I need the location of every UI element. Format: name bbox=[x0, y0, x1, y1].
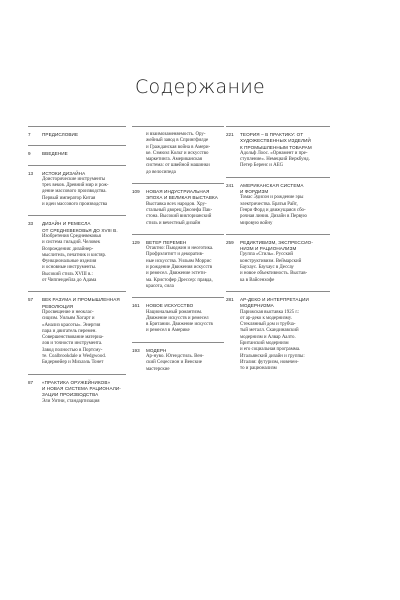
chapter-heading-line: ВЕТЕР ПЕРЕМЕН bbox=[146, 239, 187, 245]
page-number: 259 bbox=[226, 239, 234, 245]
chapter-summary-line: пара и двигатель перемен. bbox=[42, 328, 97, 334]
chapter-summary-line: мыслитель, печатник и кистяр. bbox=[42, 252, 107, 258]
toc-column-2 bbox=[132, 126, 224, 380]
page-number: 281 bbox=[226, 296, 234, 302]
chapter-summary-line: Итальянский дизайн и группы: bbox=[240, 353, 305, 359]
page-number: 87 bbox=[28, 379, 34, 385]
entry-divider bbox=[28, 145, 126, 146]
toc-entry[interactable] bbox=[28, 380, 126, 405]
chapter-summary-line: модернизм и Алвар Аалто. bbox=[240, 334, 296, 340]
toc-entry[interactable] bbox=[132, 132, 224, 176]
chapter-summary-line: Генри Форд и движущаяся сбо- bbox=[240, 207, 306, 213]
chapter-summary-line: Томас Эдисон и рождение эры bbox=[240, 195, 304, 201]
chapter-summary-line: электричества. Братья Райт, bbox=[240, 201, 298, 207]
chapter-summary-line: жейный завод в Спрингфилде bbox=[146, 138, 209, 144]
chapter-summary-line: тый металл. Скандинавский bbox=[240, 328, 299, 334]
chapter-summary-line: и новое объективность. Выстав- bbox=[240, 271, 308, 277]
toc-entry[interactable] bbox=[28, 297, 126, 366]
chapter-summary-line: лов и точности инструмента. bbox=[42, 341, 103, 347]
toc-entry[interactable] bbox=[28, 221, 126, 284]
toc-entry[interactable] bbox=[28, 132, 126, 138]
entry-divider bbox=[132, 234, 224, 235]
chapter-heading-line: НОВОЕ ИСКУССТВО bbox=[146, 303, 194, 309]
chapter-heading bbox=[240, 240, 330, 253]
chapter-summary bbox=[146, 246, 224, 290]
entry-divider bbox=[226, 291, 330, 292]
chapter-summary bbox=[240, 151, 330, 170]
chapter-summary-line: ский Сецессион и Венские bbox=[146, 360, 202, 366]
chapter-heading-line: ВЕК РАЗУМА И ПРОМЫШЛЕННАЯ bbox=[42, 297, 120, 303]
entry-divider bbox=[226, 234, 330, 235]
chapter-summary-line: рочная линия. Дизайн в Первую bbox=[240, 214, 307, 220]
chapter-heading bbox=[42, 297, 126, 310]
chapter-summary-line: Бидермейер и Михаэль Тонет bbox=[42, 360, 104, 366]
toc-entry[interactable] bbox=[132, 303, 224, 334]
chapter-summary-line: система: от швейной машинки bbox=[146, 163, 210, 169]
chapter-heading-line: ВВЕДЕНИЕ bbox=[42, 151, 68, 157]
entry-divider bbox=[132, 183, 224, 184]
toc-entry[interactable] bbox=[226, 132, 330, 170]
chapter-heading-line: ТЕОРИЯ – В ПРАКТИКУ: ОТ bbox=[240, 132, 304, 137]
chapter-heading-line: МОДЕРНИЗМА bbox=[240, 303, 274, 309]
chapter-summary bbox=[146, 310, 224, 335]
chapter-heading-line: АР-ДЕКО И ИНТЕРПРЕТАЦИИ bbox=[240, 296, 309, 302]
chapter-summary bbox=[146, 354, 224, 373]
chapter-summary-line: Совершенствование материа- bbox=[42, 335, 104, 341]
chapter-summary-line: Изобретения Средневековья bbox=[42, 233, 101, 239]
chapter-summary-line: и идеи массового производства bbox=[42, 202, 108, 208]
chapter-summary-line: стальный дворец Джозефа Пак- bbox=[146, 207, 213, 213]
chapter-summary-line: и система гильдий. Человек bbox=[42, 240, 101, 246]
chapter-heading-line: МОДЕРН bbox=[146, 347, 167, 353]
chapter-summary-line: Просвещение и неоклас- bbox=[42, 309, 94, 315]
chapter-heading-line: ПРЕДИСЛОВИЕ bbox=[42, 132, 79, 137]
toc-entry[interactable] bbox=[226, 240, 330, 284]
chapter-summary bbox=[42, 310, 126, 367]
chapter-summary-line: «Анализ красоты». Энергия bbox=[42, 322, 101, 328]
page-number: 33 bbox=[28, 221, 34, 227]
page-number: 7 bbox=[28, 132, 31, 137]
chapter-summary-line: Адольф Лоос. «Орнамент и пре- bbox=[240, 150, 308, 156]
chapter-summary-line: и его социальная программа. bbox=[240, 347, 301, 353]
chapter-summary-line: и взаимозаменяемость. Ору- bbox=[146, 132, 206, 137]
chapter-summary-line: и ремесел. Движение эстети- bbox=[146, 271, 207, 277]
chapter-summary-line: ступление». Немецкий Веркбунд. bbox=[240, 157, 310, 163]
page-number: 221 bbox=[226, 132, 234, 137]
toc-entry[interactable] bbox=[28, 151, 126, 157]
chapter-summary-line: и рождение Движения искусств bbox=[146, 265, 213, 271]
chapter-heading bbox=[42, 151, 126, 157]
toc-entry[interactable] bbox=[28, 171, 126, 209]
chapter-heading bbox=[42, 380, 126, 399]
chapter-summary-line: и основные инструменты. bbox=[42, 265, 97, 271]
chapter-summary-line: мировую войну bbox=[240, 220, 273, 226]
chapter-summary-line: дение массового производства. bbox=[42, 189, 107, 195]
chapter-summary-line: Петер Беренс и AEG bbox=[240, 163, 284, 169]
chapter-summary-line: стона. Высокий викторианский bbox=[146, 214, 212, 220]
chapter-summary-line: Ар-нуво. Югендстиль. Вен- bbox=[146, 354, 204, 360]
chapter-summary-line: Первый император Китая bbox=[42, 195, 96, 201]
page-number: 57 bbox=[28, 297, 34, 303]
chapter-summary-line: мастерские bbox=[146, 366, 170, 372]
chapter-summary-line: Стеклянный дом и трубча- bbox=[240, 322, 296, 328]
chapter-heading-line: «ПРАКТИКА ОРУЖЕЙНИКОВ» bbox=[42, 379, 111, 385]
chapter-summary-line: те. Coalbrookdale и Wedgwood. bbox=[42, 354, 106, 360]
entry-divider bbox=[28, 291, 126, 292]
chapter-summary bbox=[42, 399, 126, 405]
chapter-summary-line: то и рационализм bbox=[240, 366, 277, 372]
chapter-summary-line: и Гражданская война в Амери- bbox=[146, 144, 211, 150]
chapter-summary-line: Италия: футуризм, новечен- bbox=[240, 359, 299, 365]
chapter-summary-line: Отактно: Пьюджин и неоготика. bbox=[146, 246, 214, 252]
chapter-heading-line: ЗАЦИИ ПРОИЗВОДСТВА bbox=[42, 392, 99, 398]
chapter-heading bbox=[240, 183, 330, 196]
entry-divider bbox=[28, 374, 126, 375]
chapter-summary-line: стиль и вечестный дизайн bbox=[146, 220, 201, 226]
chapter-summary-line: Британский модернизм bbox=[240, 341, 289, 347]
chapter-summary-line: Группа «Стиль». Русский bbox=[240, 252, 294, 258]
page-number: 13 bbox=[28, 170, 34, 176]
chapter-summary-line: маркетинга. Американская bbox=[146, 157, 202, 163]
page-number: 161 bbox=[132, 303, 140, 309]
chapter-heading bbox=[42, 221, 126, 234]
toc-entry[interactable] bbox=[132, 240, 224, 290]
chapter-summary-line: Возрождения: дизайнер- bbox=[42, 246, 94, 252]
chapter-summary-line: Функциональные изделия bbox=[42, 259, 97, 265]
chapter-summary bbox=[240, 310, 330, 373]
chapter-summary bbox=[42, 234, 126, 284]
chapter-heading-line: И НОВАЯ СИСТЕМА РАЦИОНАЛИ- bbox=[42, 385, 121, 391]
chapter-summary bbox=[42, 177, 126, 208]
chapter-summary-line: Завод полностью в Портсму- bbox=[42, 347, 103, 353]
entry-divider bbox=[28, 165, 126, 166]
chapter-heading-line: РЕДИКТИВИЗМ, ЭКСПРЕССИО- bbox=[240, 239, 313, 245]
page-title: Содержание bbox=[134, 76, 266, 98]
page-number: 193 bbox=[132, 347, 140, 353]
toc-entry[interactable] bbox=[132, 189, 224, 227]
toc-entry[interactable] bbox=[226, 297, 330, 373]
chapter-summary-line: ка в Вайсенхофе bbox=[240, 277, 275, 283]
entry-divider bbox=[132, 297, 224, 298]
chapter-summary-line: Выставка всех народов. Хру- bbox=[146, 201, 207, 207]
page-number: 9 bbox=[28, 151, 31, 157]
entry-divider bbox=[226, 177, 330, 178]
chapter-summary-line: Доисторические инструменты bbox=[42, 176, 106, 182]
toc-column-1 bbox=[28, 126, 126, 412]
chapter-heading-line: НИЗМ И РАЦИОНАЛИЗМ bbox=[240, 246, 297, 252]
entry-divider bbox=[132, 126, 224, 127]
entry-divider bbox=[226, 126, 330, 127]
chapter-heading bbox=[240, 132, 330, 151]
chapter-heading-line: И ФОРДИЗМ bbox=[240, 189, 269, 195]
chapter-summary-line: ма. Кристофер Дрессер: правда, bbox=[146, 277, 213, 283]
chapter-summary-line: трех веков. Древний мир и рож- bbox=[42, 183, 109, 189]
chapter-heading bbox=[146, 189, 224, 202]
chapter-summary-line: от ар-деко к модернизму. bbox=[240, 315, 292, 321]
chapter-summary bbox=[146, 202, 224, 227]
chapter-summary bbox=[240, 195, 330, 226]
chapter-summary bbox=[146, 132, 224, 176]
page-number: 129 bbox=[132, 239, 140, 245]
chapter-summary-line: от Чиппендейла до Адама bbox=[42, 278, 97, 284]
chapter-heading-line: ДИЗАЙН И РЕМЕСЛА bbox=[42, 221, 91, 227]
chapter-heading-line: К ПРОМЫШЛЕННЫМ ТОВАРАМ bbox=[240, 144, 312, 150]
chapter-summary bbox=[240, 252, 330, 283]
chapter-heading-line: ХУДОЖЕСТВЕННЫХ ИЗДЕЛИЙ bbox=[240, 138, 311, 144]
chapter-summary-line: красота, сила bbox=[146, 283, 174, 289]
entry-divider bbox=[28, 126, 126, 127]
toc-entry[interactable] bbox=[132, 348, 224, 373]
chapter-summary-line: Национальный романтизм. bbox=[146, 309, 203, 315]
chapter-heading-line: ИСТОКИ ДИЗАЙНА bbox=[42, 170, 86, 176]
chapter-summary-line: сицизм. Уильям Хогарт и bbox=[42, 316, 95, 322]
toc-entry[interactable] bbox=[226, 183, 330, 227]
chapter-summary-line: и ремесел в Америке bbox=[146, 328, 190, 334]
chapter-heading-line: РЕВОЛЮЦИЯ bbox=[42, 303, 74, 309]
entry-divider bbox=[132, 342, 224, 343]
page-number: 109 bbox=[132, 189, 140, 195]
chapter-summary-line: конструктивизм. Веймарский bbox=[240, 258, 302, 264]
chapter-heading-line: НОВАЯ ИНДУСТРИАЛЬНАЯ bbox=[146, 189, 210, 195]
chapter-summary-line: Высокий стиль XVIII в.: bbox=[42, 271, 93, 277]
chapter-summary-line: Парижская выставка 1925 г.: bbox=[240, 309, 300, 315]
chapter-summary-line: до велосипеда bbox=[146, 169, 176, 175]
chapter-heading bbox=[240, 297, 330, 310]
toc-column-3 bbox=[226, 126, 330, 380]
chapter-summary-line: ные искусства. Уильям Моррис bbox=[146, 258, 212, 264]
chapter-summary-line: Движение искусств и ремесел bbox=[146, 315, 209, 321]
chapter-summary-line: в Британии. Движение искусств bbox=[146, 322, 213, 328]
chapter-heading-line: ОТ СРЕДНЕВЕКОВЬЯ ДО XVIII В. bbox=[42, 227, 118, 233]
chapter-summary-line: Баухаус. Баухаус в Дессау bbox=[240, 265, 294, 271]
chapter-summary-line: Профрэлитигт и декоратив- bbox=[146, 252, 204, 258]
chapter-heading bbox=[42, 132, 126, 138]
entry-divider bbox=[28, 215, 126, 216]
chapter-summary-line: ке. Сэмюэл Кольт и искусство bbox=[146, 150, 209, 156]
chapter-summary-line: Эли Уитни, стандартизация bbox=[42, 398, 100, 404]
chapter-heading-line: АМЕРИКАНСКАЯ СИСТЕМА bbox=[240, 182, 304, 188]
chapter-heading-line: ЭПОХА И ВЕЛИКАЯ ВЫСТАВКА bbox=[146, 195, 218, 201]
page-number: 241 bbox=[226, 182, 234, 188]
